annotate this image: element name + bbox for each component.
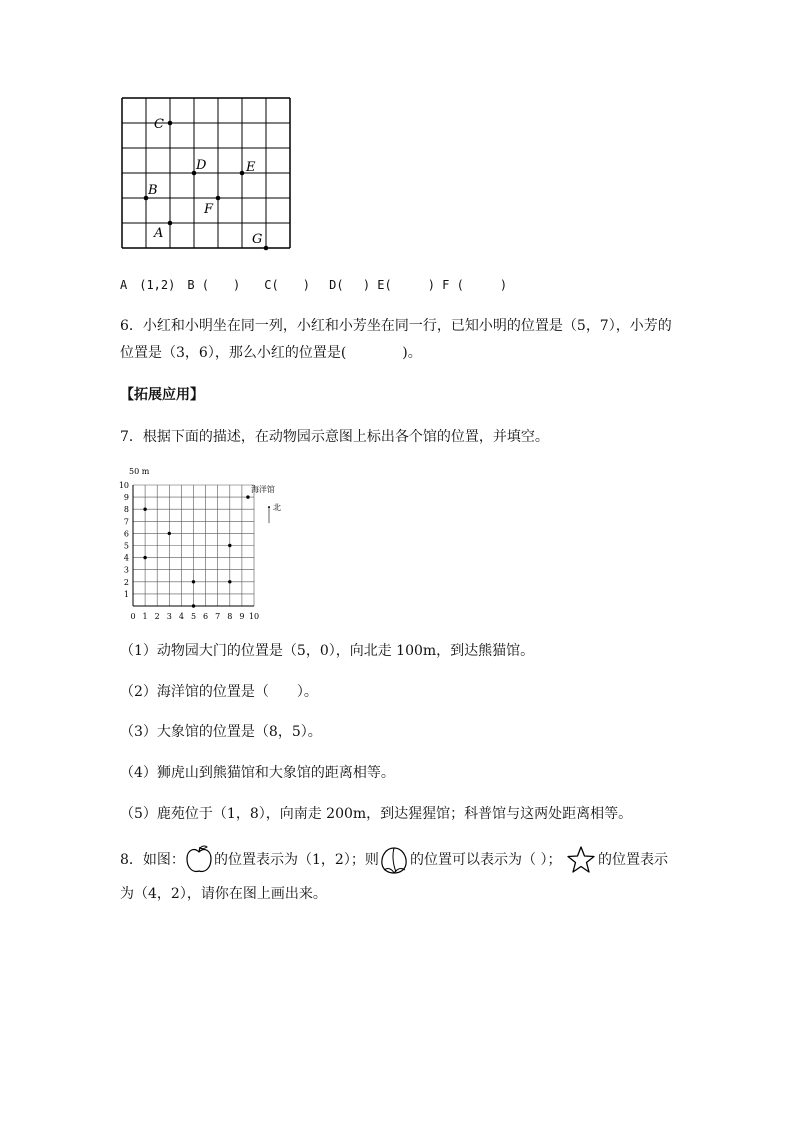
question-7-item-5: （5）鹿苑位于（1，8），向南走 200m，到达猩猩馆；科普馆与这两处距离相等。 (120, 806, 633, 822)
question-8-part-1: 8．如图： (120, 852, 185, 868)
grid-1-label-c: C (154, 117, 164, 132)
question-6-line-1: 6．小红和小明坐在同一列，小红和小芳坐在同一行，已知小明的位置是（5，7），小芳的 (120, 318, 672, 334)
zoo-point (192, 580, 195, 583)
zoo-point-label: 海洋馆 (250, 485, 275, 495)
apple-icon (184, 843, 214, 875)
question-8-part-4: 的位置表示 (598, 852, 668, 868)
grid-1-label-f: F (204, 202, 214, 217)
question-7-item-1: （1）动物园大门的位置是（5，0），向北走 100m，到达熊猫馆。 (120, 643, 535, 659)
question-8-part-3: 的位置可以表示为（ ）； (410, 852, 562, 868)
question-7-item-3: （3）大象馆的位置是（8，5）。 (120, 724, 322, 740)
star-icon (566, 845, 596, 875)
zoo-x-tick-label: 2 (154, 612, 160, 621)
zoo-x-tick-label: 1 (142, 612, 148, 621)
zoo-x-tick-label: 5 (190, 612, 197, 621)
question-8-line-2: 为（4，2），请你在图上画出来。 (120, 886, 327, 902)
zoo-y-tick-label: 5 (123, 541, 129, 551)
grid-1-label-e: E (246, 160, 256, 175)
zoo-y-tick-label: 8 (123, 505, 129, 515)
zoo-point (228, 580, 231, 583)
zoo-x-tick-label: 6 (203, 612, 209, 621)
zoo-map-chart (112, 462, 302, 624)
peach-icon (378, 842, 410, 876)
zoo-x-tick-label: 8 (227, 612, 233, 621)
grid-1-label-d: D (196, 158, 207, 173)
zoo-y-tick-label: 2 (123, 577, 129, 587)
question-7-item-4: （4）狮虎山到熊猫馆和大象馆的距离相等。 (120, 765, 395, 781)
zoo-x-tick-label: 7 (215, 612, 221, 621)
zoo-point (228, 544, 231, 547)
question-7-title: 7．根据下面的描述，在动物园示意图上标出各个馆的位置，并填空。 (120, 429, 549, 445)
zoo-y-tick-label: 3 (123, 565, 129, 575)
zoo-y-tick-label: 6 (123, 529, 129, 539)
zoo-y-tick-label: 7 (123, 517, 129, 527)
grid-1-label-b: B (148, 183, 158, 198)
zoo-y-tick-label: 1 (123, 589, 129, 599)
zoo-x-tick-label: 4 (178, 612, 184, 621)
zoo-x-tick-label: 0 (130, 612, 136, 621)
answers-line: A (1,2) B ( ) C( ) D( ) E( ) F ( ) (120, 278, 508, 292)
zoo-point (168, 532, 171, 535)
zoo-point (143, 508, 146, 511)
zoo-x-tick-label: 10 (248, 612, 260, 621)
zoo-x-tick-label: 9 (239, 612, 245, 621)
zoo-scale-label: 50 m (129, 467, 150, 476)
question-8-part-2: 的位置表示为（1，2）；则 (214, 852, 379, 868)
question-6-line-2: 位置是（3，6），那么小红的位置是( )。 (120, 345, 422, 361)
zoo-y-tick-label: 9 (123, 493, 129, 503)
zoo-point (246, 495, 249, 498)
zoo-x-tick-label: 3 (166, 612, 172, 621)
north-arrow-icon (268, 506, 270, 508)
grid-1-point-g (264, 246, 269, 251)
zoo-y-tick-label: 10 (118, 481, 129, 490)
north-label: 北 (273, 503, 281, 513)
section-title: 【拓展应用】 (120, 387, 204, 403)
zoo-y-tick-label: 4 (123, 553, 129, 563)
question-7-item-2: （2）海洋馆的位置是（ ）。 (120, 684, 318, 700)
grid-1-point-a (168, 221, 173, 226)
zoo-point (192, 604, 195, 607)
grid-1-point-c (168, 121, 173, 126)
grid-1-label-a: A (154, 226, 164, 241)
coordinate-grid-1 (118, 94, 294, 254)
grid-1-point-f (216, 196, 221, 201)
zoo-point (143, 556, 146, 559)
grid-1-label-g: G (252, 232, 263, 247)
grid-1-point-e (240, 171, 245, 176)
